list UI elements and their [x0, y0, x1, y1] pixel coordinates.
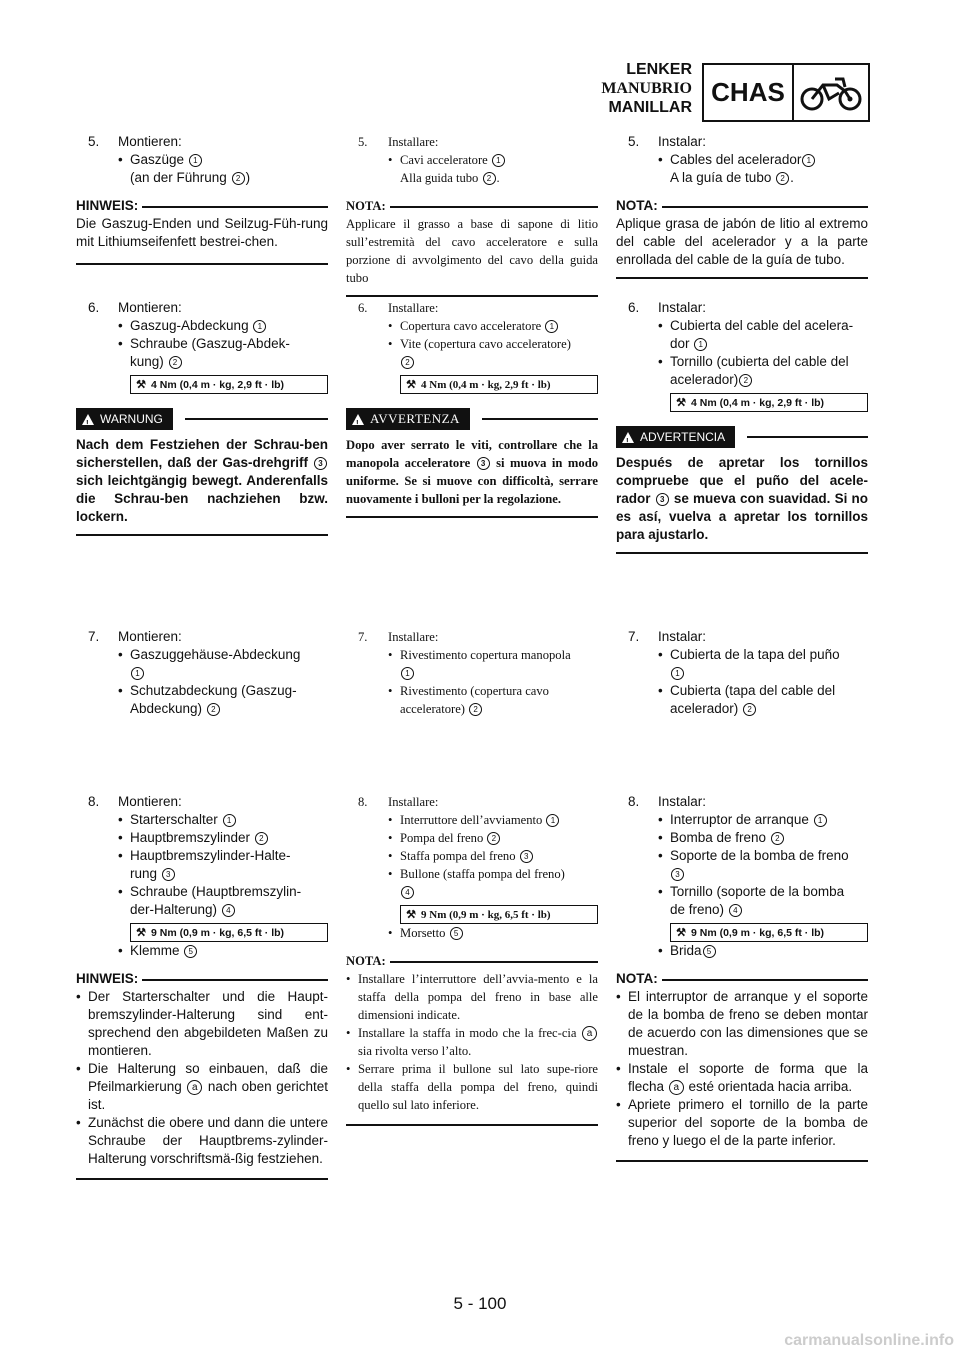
es-note-8-heading: NOTA: — [616, 970, 868, 988]
es-torque-spec-6: ⚒ 4 Nm (0,4 m · kg, 2,9 ft · lb) — [670, 393, 868, 412]
de-torque-spec-8: ⚒ 9 Nm (0,9 m · kg, 6,5 ft · lb) — [130, 923, 328, 942]
de-note-5-heading: HINWEIS: — [76, 197, 328, 215]
page-number: 5 - 100 — [453, 1294, 507, 1313]
it-step-5: 5. Installare: • Cavi acceleratore 1 Alla guida tubo 2 . NOTA: Applicare il grasso a base di sapone di litio sull’estremità del cavo acceleratore e sulla porzione di avvolgimento del cavo della guida tubo — [346, 133, 598, 297]
es-step-6: 6. Instalar: • Cubierta del cable del acelera- dor 1 • Tornillo (cubierta del cable del acelerador) 2 ⚒ 4 Nm (0,4 m · kg, 2,9 ft · lb) ! ADVERTENCIA Después de apretar los tornillos compruebe que el puño del acele-rador 3 se mueva con suavidad. Si no es así, vuelva a apretar los tornillos para ajustarlo. — [616, 299, 868, 554]
it-note-8-heading: NOTA: — [346, 952, 598, 970]
footer-watermark: carmanualsonline.info — [784, 1332, 954, 1349]
wrench-icon: ⚒ — [406, 908, 416, 921]
section-titles — [601, 60, 692, 117]
it-step-6: 6. Installare: • Copertura cavo acceleratore 1 • Vite (copertura cavo acceleratore) 2 ⚒ 4 Nm (0,4 m · kg, 2,9 ft · lb) ! AVVERTENZA Dopo aver serrato le viti, controllare che la manopola acceleratore 3 si muova in modo uniforme. Se si muove con difficoltà, serrare nuovamente i bulloni per la regolazione. — [346, 299, 598, 518]
wrench-icon: ⚒ — [406, 378, 416, 391]
title-es: MANILLAR — [608, 99, 692, 116]
title-de: LENKER — [626, 61, 692, 78]
section-badge — [702, 63, 870, 122]
es-step-5: 5. Instalar: • Cables del acelerador 1 A la guía de tubo 2 . NOTA: Aplique grasa de jabón de litio al extremo del cable del acelerador y a la parte enrollada del cable de la guía de tubo. — [616, 133, 868, 279]
es-warning-body: Después de apretar los tornillos compruebe que el puño del acele-rador 3 se mueva con suavidad. Si no es así, vuelva a apretar los tornillos para ajustarlo. — [616, 455, 868, 542]
es-warning-heading: ! ADVERTENCIA — [616, 426, 868, 448]
it-torque-spec-8: ⚒ 9 Nm (0,9 m · kg, 6,5 ft · lb) — [400, 905, 598, 924]
de-note-8-heading: HINWEIS: — [76, 970, 328, 988]
de-step-8: 8. Montieren: • Starterschalter 1 • Hauptbremszylinder 2 • Hauptbremszylinder-Halte- rung 3 • Schraube (Hauptbremszylin- der-Halterung) 4 ⚒ 9 Nm (0,9 m · kg, 6,5 ft · lb) • Klemme 5 HINWEIS: • Der Starterschalter und die Haupt-bremszylinder-Halterung sind ent-sprechend den abgebildeten Maßen zu montieren. • Die Halterung so einbauen, daß die Pfeilmarkierung a nach oben gerichtet ist. • Zunächst die obere und dann die untere Schraube der Hauptbrems-zylinder-Halterung vorschriftsmä-ßig festziehen. — [76, 793, 328, 1180]
title-it: MANUBRIO — [601, 80, 692, 97]
de-torque-spec-6: ⚒ 4 Nm (0,4 m · kg, 2,9 ft · lb) — [130, 375, 328, 394]
motorcycle-icon — [794, 65, 868, 120]
de-step-5: 5. Montieren: • Gaszüge 1 (an der Führung 2 ) HINWEIS: Die Gaszug-Enden und Seilzug-Füh-rung mit Lithiumseifenfett bestrei-chen. — [76, 133, 328, 265]
wrench-icon: ⚒ — [136, 926, 146, 939]
es-step-7: 7. Instalar: • Cubierta de la tapa del puño 1 • Cubierta (tapa del cable del acelerador) 2 — [628, 629, 840, 716]
it-step-8: 8. Installare: • Interruttore dell’avviamento 1 • Pompa del freno 2 • Staffa pompa del freno 3 • Bullone (staffa pompa del freno) 4 ⚒ 9 Nm (0,9 m · kg, 6,5 ft · lb) • Morsetto 5 NOTA: • Installare l’interruttore dell’avvia-mento e la staffa della pompa del freno in base alle dimensioni indicate. • Installare la staffa in modo che la frec-cia a sia rivolta verso l’alto. • Serrare prima il bullone sul lato supe-riore della staffa della pompa del freno, quindi quello sul lato inferiore. — [346, 793, 598, 1126]
warning-triangle-icon — [622, 432, 634, 443]
wrench-icon: ⚒ — [676, 926, 686, 939]
warning-triangle-icon — [352, 414, 364, 425]
de-note-5-body: Die Gaszug-Enden und Seilzug-Füh-rung mit Lithiumseifenfett bestrei-chen. — [76, 216, 328, 249]
it-note-5-body: Applicare il grasso a base di sapone di litio sull’estremità del cavo acceleratore e sulla porzione di avvolgimento del cavo della guida tubo — [346, 217, 598, 285]
wrench-icon: ⚒ — [676, 396, 686, 409]
warning-triangle-icon — [82, 414, 94, 425]
es-note-5-body: Aplique grasa de jabón de litio al extremo del cable del acelerador y a la parte enrollada del cable de la guía de tubo. — [616, 216, 868, 267]
section-code: CHAS — [704, 65, 794, 120]
wrench-icon: ⚒ — [136, 378, 146, 391]
es-note-5-heading: NOTA: — [616, 197, 868, 215]
it-warning-heading: ! AVVERTENZA — [346, 408, 598, 430]
es-torque-spec-8: ⚒ 9 Nm (0,9 m · kg, 6,5 ft · lb) — [670, 923, 868, 942]
it-torque-spec-6: ⚒ 4 Nm (0,4 m · kg, 2,9 ft · lb) — [400, 375, 598, 394]
es-step-8: 8. Instalar: • Interruptor de arranque 1 • Bomba de freno 2 • Soporte de la bomba de freno 3 • Tornillo (soporte de la bomba de freno) 4 ⚒ 9 Nm (0,9 m · kg, 6,5 ft · lb) • Brida 5 NOTA: • El interruptor de arranque y el soporte de la bomba de freno se deben montar de acuerdo con las dimensiones que se muestran. • Instale el soporte de forma que la flecha a esté orientada hacia arriba. • Apriete primero el tornillo de la parte superior del soporte de la bomba de freno y luego el de la parte inferior. — [616, 793, 868, 1162]
de-step-6: 6. Montieren: • Gaszug-Abdeckung 1 • Schraube (Gaszug-Abdek- kung) 2 ⚒ 4 Nm (0,4 m · kg, 2,9 ft · lb) ! WARNUNG Nach dem Festziehen der Schrau-ben sicherstellen, daß der Gas-drehgriff 3 sich leichtgängig bewegt. Anderenfalls die Schrau-ben nachziehen bzw. lockern. — [76, 299, 328, 536]
de-step-7: 7. Montieren: • Gaszuggehäuse-Abdeckung 1 • Schutzabdeckung (Gaszug- Abdeckung) 2 — [88, 629, 301, 716]
it-step-7: 7. Installare: • Rivestimento copertura manopola 1 • Rivestimento (copertura cavo acceleratore) 2 — [358, 630, 571, 716]
it-note-5-heading: NOTA: — [346, 197, 598, 215]
de-warning-heading: ! WARNUNG — [76, 408, 328, 430]
de-warning-body: Nach dem Festziehen der Schrau-ben sicherstellen, daß der Gas-drehgriff 3 sich leichtgängig bewegt. Anderenfalls die Schrau-ben nachziehen bzw. lockern. — [76, 437, 328, 524]
it-warning-body: Dopo aver serrato le viti, controllare che la manopola acceleratore 3 si muova in modo uniforme. Se si muove con difficoltà, serrare nuovamente i bulloni per la regolazione. — [346, 438, 598, 506]
